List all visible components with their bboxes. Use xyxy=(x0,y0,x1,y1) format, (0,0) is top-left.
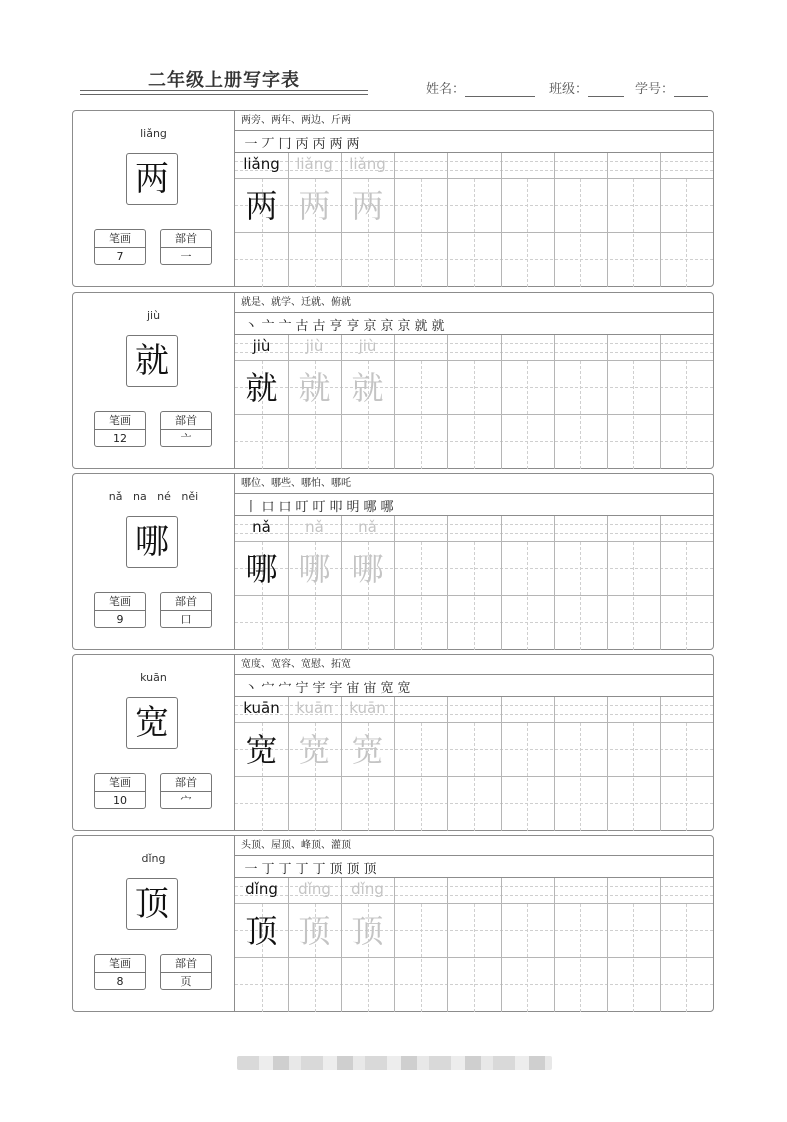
stroke-step: 亠 xyxy=(278,319,292,334)
stroke-step: 明 xyxy=(346,500,360,515)
character-model: 两 xyxy=(298,187,331,225)
stroke-step: 哪 xyxy=(363,500,377,515)
radical-value: 页 xyxy=(180,975,192,988)
stroke-step: 古 xyxy=(295,319,309,334)
stroke-count-box xyxy=(94,411,146,447)
character-model: 宽 xyxy=(298,731,331,769)
character-model: 就 xyxy=(298,369,331,407)
word-examples: 头顶、屋顶、峰顶、灌顶 xyxy=(235,836,713,856)
stroke-step: 顶 xyxy=(363,862,377,877)
stroke-step: 亨 xyxy=(346,319,360,334)
stroke-step: 叩 xyxy=(329,500,343,515)
student-id-label: 学号： xyxy=(635,82,675,97)
character-model: 两 xyxy=(245,187,278,225)
pinyin-model: dǐng xyxy=(245,880,278,898)
character-glyph: 就 xyxy=(126,335,178,387)
character-card xyxy=(72,835,714,1012)
character-glyph: 宽 xyxy=(126,697,178,749)
stroke-step: 亨 xyxy=(329,319,343,334)
practice-panel xyxy=(235,836,713,1011)
pinyin-model: jiù xyxy=(305,337,324,355)
character-glyph: 哪 xyxy=(126,516,178,568)
stroke-step: 丆 xyxy=(261,137,275,152)
stroke-order-row xyxy=(235,856,713,878)
character-glyph: 顶 xyxy=(126,878,178,930)
pinyin-model: kuān xyxy=(243,699,280,717)
class-label: 班级： xyxy=(549,82,589,97)
practice-panel xyxy=(235,474,713,649)
stroke-step: 宁 xyxy=(295,681,309,696)
stroke-count-label: 笔画 xyxy=(95,774,145,792)
stroke-order-row xyxy=(235,494,713,516)
character-pinyin: nǎ na né něi xyxy=(108,490,199,503)
character-model: 顶 xyxy=(245,912,278,950)
stroke-order-row xyxy=(235,313,713,335)
stroke-step: 亠 xyxy=(261,319,275,334)
radical-box xyxy=(160,773,212,809)
stroke-count-box xyxy=(94,229,146,265)
stroke-step: 叮 xyxy=(312,500,326,515)
stroke-step: 宙 xyxy=(346,681,360,696)
word-examples: 就是、就学、迁就、俯就 xyxy=(235,293,713,313)
stroke-count-value: 12 xyxy=(113,432,127,445)
character-pinyin: liǎng xyxy=(140,127,167,140)
radical-value: 宀 xyxy=(180,794,192,807)
stroke-step: 宽 xyxy=(397,681,411,696)
character-info-panel xyxy=(73,474,235,649)
character-glyph: 两 xyxy=(126,153,178,205)
character-pinyin: jiù xyxy=(146,309,161,322)
pinyin-model: liǎng xyxy=(243,155,280,173)
stroke-step: 一 xyxy=(244,137,258,152)
radical-label: 部首 xyxy=(161,774,211,792)
stroke-step: 京 xyxy=(380,319,394,334)
stroke-step: 京 xyxy=(363,319,377,334)
radical-value: 亠 xyxy=(180,432,192,445)
character-model: 顶 xyxy=(351,912,384,950)
practice-panel xyxy=(235,293,713,468)
stroke-count-box xyxy=(94,773,146,809)
pinyin-model: nǎ xyxy=(358,518,377,536)
word-examples: 宽度、宽容、宽慰、拓宽 xyxy=(235,655,713,675)
radical-box xyxy=(160,229,212,265)
character-card xyxy=(72,473,714,650)
stroke-step: 丁 xyxy=(261,862,275,877)
radical-label: 部首 xyxy=(161,412,211,430)
character-card xyxy=(72,654,714,831)
character-model: 哪 xyxy=(245,550,278,588)
stroke-count-value: 8 xyxy=(116,975,124,988)
stroke-step: 宇 xyxy=(312,681,326,696)
stroke-count-label: 笔画 xyxy=(95,593,145,611)
pinyin-model: jiù xyxy=(358,337,377,355)
stroke-step: 宙 xyxy=(363,681,377,696)
stroke-count-box xyxy=(94,954,146,990)
stroke-count-value: 9 xyxy=(116,613,124,626)
pinyin-model: liǎng xyxy=(296,155,333,173)
character-model: 两 xyxy=(351,187,384,225)
radical-label: 部首 xyxy=(161,230,211,248)
stroke-order-row xyxy=(235,131,713,153)
practice-panel xyxy=(235,655,713,830)
stroke-step: 宇 xyxy=(329,681,343,696)
page-title: 二年级上册写字表 xyxy=(148,70,300,91)
stroke-step: 顶 xyxy=(346,862,360,877)
stroke-step: 叮 xyxy=(295,500,309,515)
stroke-step: 丙 xyxy=(295,137,309,152)
radical-label: 部首 xyxy=(161,593,211,611)
stroke-step: 就 xyxy=(414,319,428,334)
stroke-step: 丙 xyxy=(312,137,326,152)
student-id-blank[interactable] xyxy=(674,82,708,97)
stroke-count-label: 笔画 xyxy=(95,230,145,248)
stroke-step: 丁 xyxy=(312,862,326,877)
pinyin-model: kuān xyxy=(349,699,386,717)
stroke-step: 丶 xyxy=(244,681,258,696)
student-id-field[interactable] xyxy=(635,78,708,97)
stroke-step: 两 xyxy=(329,137,343,152)
stroke-step: 一 xyxy=(244,862,258,877)
stroke-count-label: 笔画 xyxy=(95,955,145,973)
stroke-step: 口 xyxy=(278,500,292,515)
character-model: 就 xyxy=(351,369,384,407)
radical-box xyxy=(160,411,212,447)
word-examples: 哪位、哪些、哪怕、哪吒 xyxy=(235,474,713,494)
pinyin-model: liǎng xyxy=(349,155,386,173)
radical-box xyxy=(160,592,212,628)
stroke-step: 两 xyxy=(346,137,360,152)
stroke-step: 丁 xyxy=(278,862,292,877)
stroke-step: 京 xyxy=(397,319,411,334)
stroke-step: 顶 xyxy=(329,862,343,877)
pinyin-model: jiù xyxy=(252,337,271,355)
blurred-footer-watermark xyxy=(237,1056,552,1070)
character-info-panel xyxy=(73,655,235,830)
character-pinyin: kuān xyxy=(140,671,167,684)
radical-value: 口 xyxy=(180,613,192,626)
stroke-step: 就 xyxy=(431,319,445,334)
stroke-step: 宀 xyxy=(278,681,292,696)
stroke-step: 丨 xyxy=(244,500,258,515)
character-model: 就 xyxy=(245,369,278,407)
stroke-step: 口 xyxy=(261,500,275,515)
character-model: 顶 xyxy=(298,912,331,950)
pinyin-model: dǐng xyxy=(351,880,384,898)
character-model: 哪 xyxy=(351,550,384,588)
title-underline-secondary xyxy=(80,94,368,95)
word-examples: 两旁、两年、两边、斤两 xyxy=(235,111,713,131)
stroke-step: 古 xyxy=(312,319,326,334)
stroke-step: 冂 xyxy=(278,137,292,152)
stroke-step: 哪 xyxy=(380,500,394,515)
character-model: 宽 xyxy=(245,731,278,769)
character-pinyin: dǐng xyxy=(141,852,166,865)
character-card xyxy=(72,292,714,469)
character-info-panel xyxy=(73,836,235,1011)
stroke-step: 宀 xyxy=(261,681,275,696)
stroke-order-row xyxy=(235,675,713,697)
stroke-count-label: 笔画 xyxy=(95,412,145,430)
name-label: 姓名： xyxy=(426,82,466,97)
class-field[interactable] xyxy=(549,78,624,97)
stroke-step: 宽 xyxy=(380,681,394,696)
radical-label: 部首 xyxy=(161,955,211,973)
class-blank[interactable] xyxy=(588,82,624,97)
character-card xyxy=(72,110,714,287)
character-info-panel xyxy=(73,111,235,286)
character-model: 哪 xyxy=(298,550,331,588)
pinyin-model: dǐng xyxy=(298,880,331,898)
stroke-count-box xyxy=(94,592,146,628)
pinyin-model: nǎ xyxy=(252,518,271,536)
radical-value: 一 xyxy=(180,250,192,263)
stroke-step: 丶 xyxy=(244,319,258,334)
radical-box xyxy=(160,954,212,990)
name-field[interactable] xyxy=(426,78,535,97)
pinyin-model: kuān xyxy=(296,699,333,717)
practice-panel xyxy=(235,111,713,286)
name-blank[interactable] xyxy=(465,82,535,97)
stroke-count-value: 10 xyxy=(113,794,127,807)
stroke-step: 丁 xyxy=(295,862,309,877)
title-underline xyxy=(80,90,368,91)
stroke-count-value: 7 xyxy=(116,250,124,263)
character-info-panel xyxy=(73,293,235,468)
pinyin-model: nǎ xyxy=(305,518,324,536)
character-model: 宽 xyxy=(351,731,384,769)
